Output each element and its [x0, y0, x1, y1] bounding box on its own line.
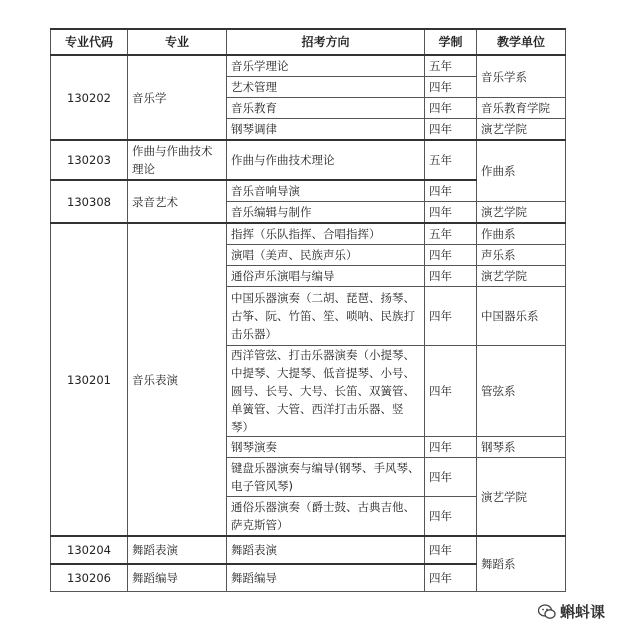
direction: 钢琴调律 [227, 119, 425, 141]
admissions-table [50, 28, 566, 592]
years: 四年 [425, 536, 477, 564]
direction: 钢琴演奏 [227, 437, 425, 458]
teaching-unit: 声乐系 [477, 245, 566, 266]
years: 四年 [425, 98, 477, 119]
major-code: 130201 [51, 223, 128, 536]
years: 五年 [425, 140, 477, 180]
years: 四年 [425, 245, 477, 266]
header-years: 学制 [425, 29, 477, 55]
wechat-icon [538, 604, 556, 620]
direction: 通俗乐器演奏（爵士鼓、古典吉他、萨克斯管） [227, 497, 425, 537]
major-name: 舞蹈编导 [128, 564, 227, 592]
years: 四年 [425, 437, 477, 458]
years: 五年 [425, 223, 477, 245]
major-name: 音乐学 [128, 55, 227, 140]
teaching-unit: 音乐学系 [477, 55, 566, 98]
direction: 艺术管理 [227, 77, 425, 98]
direction: 音乐学理论 [227, 55, 425, 77]
header-direction: 招考方向 [227, 29, 425, 55]
years: 四年 [425, 346, 477, 437]
direction: 舞蹈编导 [227, 564, 425, 592]
direction: 作曲与作曲技术理论 [227, 140, 425, 180]
major-name: 音乐表演 [128, 223, 227, 536]
major-name: 录音艺术 [128, 180, 227, 223]
teaching-unit: 演艺学院 [477, 119, 566, 141]
watermark-text: 蝌蚪课 [560, 603, 606, 621]
major-code: 130202 [51, 55, 128, 140]
teaching-unit: 钢琴系 [477, 437, 566, 458]
years: 四年 [425, 119, 477, 141]
years: 四年 [425, 266, 477, 287]
header-code: 专业代码 [51, 29, 128, 55]
teaching-unit: 舞蹈系 [477, 536, 566, 592]
direction: 演唱（美声、民族声乐） [227, 245, 425, 266]
direction: 舞蹈表演 [227, 536, 425, 564]
major-code: 130206 [51, 564, 128, 592]
teaching-unit: 中国器乐系 [477, 287, 566, 346]
years: 四年 [425, 202, 477, 224]
table-row [51, 536, 566, 564]
years: 四年 [425, 564, 477, 592]
teaching-unit: 管弦系 [477, 346, 566, 437]
direction: 音乐音响导演 [227, 180, 425, 202]
direction: 西洋管弦、打击乐器演奏（小提琴、中提琴、大提琴、低音提琴、小号、圆号、长号、大号、长笛、双簧管、单簧管、大管、西洋打击乐器、竖琴） [227, 346, 425, 437]
major-code: 130308 [51, 180, 128, 223]
direction: 音乐编辑与制作 [227, 202, 425, 224]
major-code: 130204 [51, 536, 128, 564]
direction: 中国乐器演奏（二胡、琵琶、扬琴、古筝、阮、竹笛、笙、唢呐、民族打击乐器） [227, 287, 425, 346]
teaching-unit: 音乐教育学院 [477, 98, 566, 119]
years: 四年 [425, 77, 477, 98]
header-row [51, 29, 566, 55]
direction: 键盘乐器演奏与编导(钢琴、手风琴、电子管风琴) [227, 458, 425, 497]
years: 五年 [425, 55, 477, 77]
teaching-unit: 作曲系 [477, 223, 566, 245]
table-row [51, 223, 566, 245]
header-major: 专业 [128, 29, 227, 55]
years: 四年 [425, 180, 477, 202]
direction: 指挥（乐队指挥、合唱指挥） [227, 223, 425, 245]
major-code: 130203 [51, 140, 128, 180]
years: 四年 [425, 497, 477, 537]
teaching-unit: 演艺学院 [477, 266, 566, 287]
table-row [51, 140, 566, 180]
teaching-unit: 演艺学院 [477, 202, 566, 224]
direction: 通俗声乐演唱与编导 [227, 266, 425, 287]
years: 四年 [425, 287, 477, 346]
header-unit: 教学单位 [477, 29, 566, 55]
teaching-unit: 演艺学院 [477, 458, 566, 537]
major-name: 作曲与作曲技术理论 [128, 140, 227, 180]
direction: 音乐教育 [227, 98, 425, 119]
teaching-unit: 作曲系 [477, 140, 566, 202]
major-name: 舞蹈表演 [128, 536, 227, 564]
table-row [51, 55, 566, 77]
years: 四年 [425, 458, 477, 497]
watermark [538, 601, 605, 622]
